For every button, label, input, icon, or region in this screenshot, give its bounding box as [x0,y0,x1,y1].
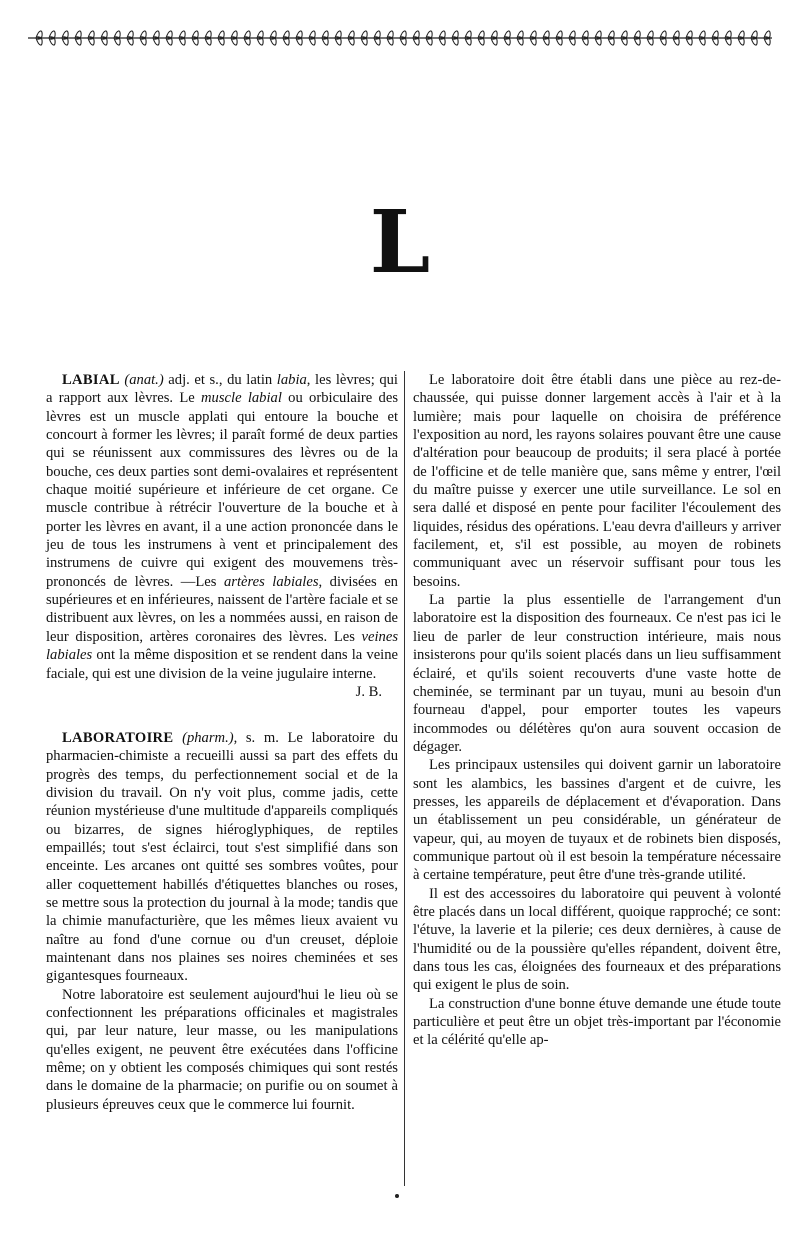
entry-term: artères labiales [223,573,319,590]
entry-laboratoire [46,729,398,986]
entry-text: , les lèvres; qui a rapport aux lèvres. Le [46,372,398,407]
paragraph: Les principaux ustensiles qui doivent garnir un laboratoire sont les alambics, les bassines d'argent et de cuivre, les presses, les appareils de déplacement et d'évaporation. Dans un établissement un peu considérable, un générateur de vapeur, qui, au moyen de tuyaux et de robinets bien disposés, communique partout où il est besoin la température nécessaire à certaine température, peut être d'une très-grande utilité. [413,757,781,884]
left-column [46,371,398,1114]
entry-text: ont la même disposition et se rendent dans la veine faciale, qui est une division de la veine jugulaire interne. [46,647,398,682]
paragraph: Le laboratoire doit être établi dans une pièce au rez-de-chaussée, qui puisse donner largement accès à l'air et à la lumière; mais pour laquelle on choisira de préférence l'exposition au nord, les rayons solaires pouvant être une cause d'altération pour beaucoup de produits; il sera placé à portée de l'officine et de telle manière que, sans même y entrer, l'œil du maître puisse y exercer une utile surveillance. Le sol en sera dallé et disposé en pente pour faciliter l'écoulement des liquides, résidus des opérations. L'eau devra d'ailleurs y arriver facilement, et, s'il est possible, au moyen de robinets communiquant avec un réservoir suffisant pour tous les besoins. [413,372,781,590]
entry-text: , s. m. Le laboratoire du pharmacien-chimiste a recueilli aussi sa part des effets du progrès des temps, du perfectionnement social et de la division du travail. On n'y voit plus, comme jadis, cette réunion mystérieuse d'une multitude d'appareils compliqués ou bizarres, de signes hiéroglyphiques, de reptiles empaillés; tout s'est éclairci, tout s'est simplifié dans son enceinte. Les arcanes ont quitté ses sombres voûtes, pour aller coquettement habillés d'étiquettes blanches ou roses, se mettre sous la protection du journal à la mode; tandis que la chimie manufacturière, que les mêmes lieux avaient vu naître au fond d'une cornue ou d'un creuset, déploie maintenant dans nos plaines ses noires cheminées et ses gigantesques fourneaux. [46,729,398,985]
column-divider [404,371,405,1186]
paragraph: Notre laboratoire est seulement aujourd'hui le lieu où se confectionnent les préparations officinales et magistrales qui, par leur nature, leur masse, ou les manipulations qu'elles exigent, ne peuvent être exécutées dans l'officine même; on y obtient les composés chimiques qui sont restés dans le domaine de la pharmacie; on purifie ou on soumet à plusieurs épreuves ceux que le commerce lui fournit. [46,986,398,1113]
entry-term: muscle labial [201,390,282,407]
paragraph: La construction d'une bonne étuve demande une étude toute particulière et peut être un objet très-important par l'économie et la célérité qu'elle ap- [413,995,781,1049]
entry-text: adj. et s., du latin [163,372,277,388]
entry-text: ou orbiculaire des lèvres est un muscle applati qui entoure la bouche et concourt à former les lèvres; il paraît formé de deux parties qui se réunissent aux commissures des lèvres ou de la bouche, ces deux parties sont demi-ovalaires et représentent chaque moitié supérieure et inférieure de cet organe. Ce muscle contribue à rétrécir l'ouverture de la bouche et à porter les lèvres en avant, il a une action prononcée dans le jeu de tous les instrumens à vent et principalement des instrumens de cuivre qui exigent des mouvemens très-prononcés de lèvres. —Les [46,390,399,590]
paragraph: La partie la plus essentielle de l'arrangement d'un laboratoire est la disposition des fourneaux. Ce n'est pas ici le lieu de parler de leur construction intérieure, mais nous insisterons pour qu'ils soient placés dans un lieu suffisamment éclairé, et qu'ils soient recouverts d'une vaste hotte de cheminée, se terminant par un tuyau, muni au besoin d'un fourneau d'appel, pour emporter toutes les vapeurs incommodes ou délétères qu'on aura souvent occasion de dégager. [413,592,781,755]
entry-text: , divisées en supérieures et en inférieures, naissent de l'artère faciale et se distribuent aux lèvres, on les a nommées aussi, en raison de leur disposition, artères coronaires des lèvres. Les [46,573,398,645]
headword-labial: LABIAL [62,372,120,388]
domain-labial: (anat.) [124,372,164,388]
ornament-border [28,24,772,52]
page-mark [395,1194,399,1198]
entry-term: labia [276,372,307,388]
paragraph: Il est des accessoires du laboratoire qui peuvent à volonté être placés dans un local différent, quoique rapproché; ce sont: l'étuve, la laverie et la pilerie; ces deux dernières, à cause de l'humidité ou de la poussière qu'elles répandent, doivent être, dans tous les cas, éloignées des fourneaux et des préparations qui exigent le plus de soin. [413,885,781,994]
entry-labial [46,371,399,700]
right-column [413,371,781,1050]
headword-laboratoire: LABORATOIRE [62,729,174,746]
author-signature: J. B. [355,683,382,700]
section-letter: L [369,192,431,293]
header-ornament [28,24,772,52]
entry-term: veines labiales [46,628,398,664]
domain-laboratoire: (pharm.) [182,729,234,746]
